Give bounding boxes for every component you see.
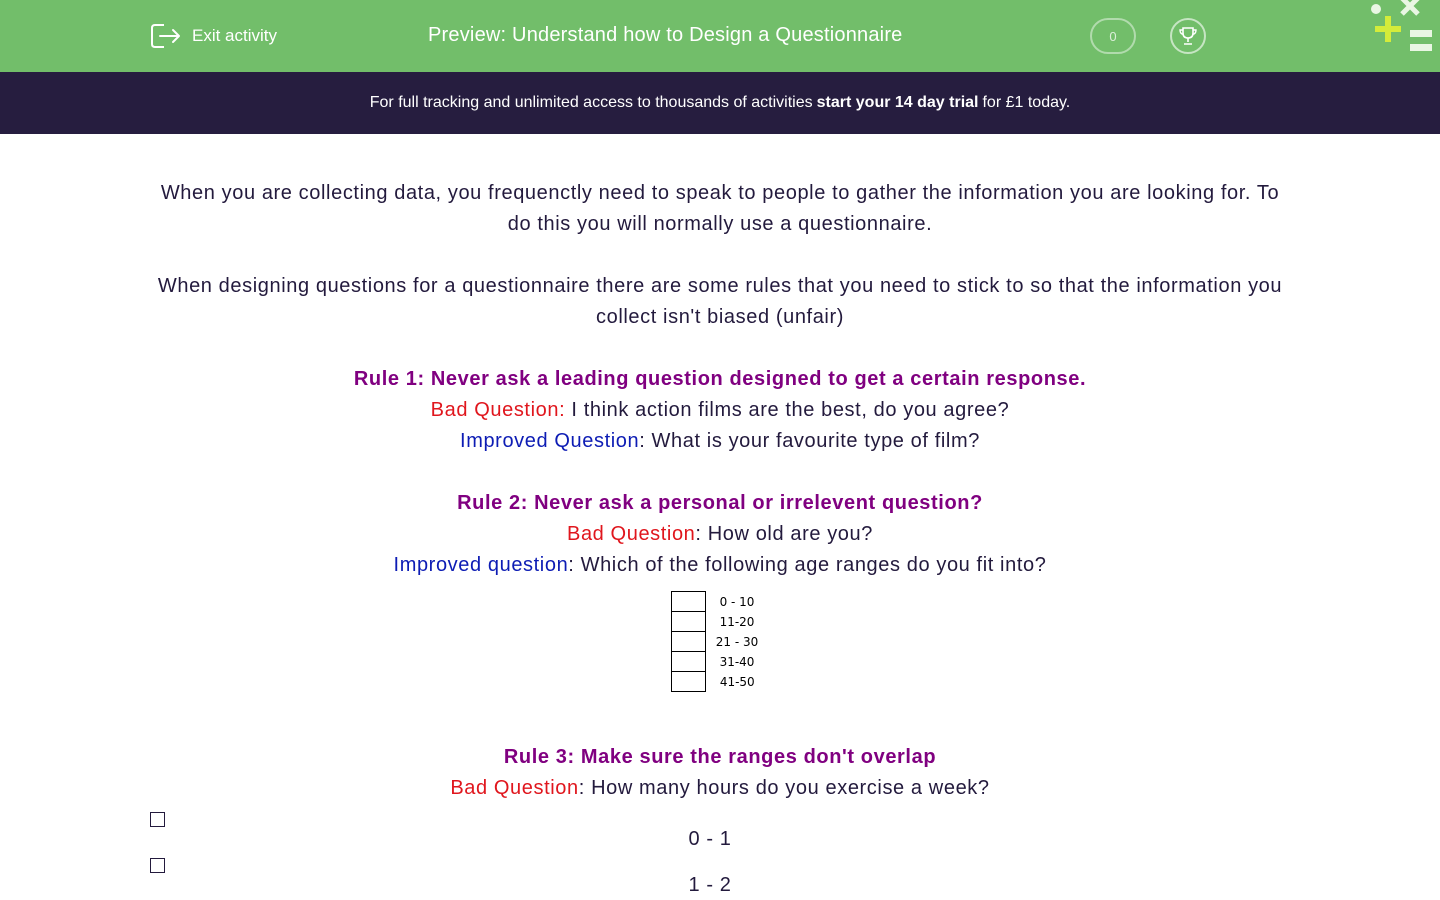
intro-paragraph-2: When designing questions for a questionnaire there are some rules that you need to stick to so that the information you collect isn't biased (unfair) — [157, 275, 1283, 328]
exit-activity-label: Exit activity — [192, 26, 278, 45]
age-range-row — [671, 652, 769, 672]
age-range-label: 41-50 — [719, 674, 755, 689]
exit-icon — [150, 22, 182, 50]
trophy-button[interactable] — [1170, 18, 1206, 54]
age-range-label: 0 - 10 — [719, 594, 755, 609]
rule-1-bad-question — [150, 395, 1290, 426]
improved-question-label: Improved question — [393, 554, 569, 576]
rule-2-improved-question — [150, 550, 1290, 581]
exercise-option — [150, 850, 1290, 896]
exercise-option-label: 1 - 2 — [688, 874, 732, 896]
age-range-checkbox — [671, 672, 705, 692]
age-range-label: 11-20 — [719, 614, 755, 629]
rule-3-bad-question — [150, 773, 1290, 804]
rule-2-title: Rule 2: Never ask a personal or irrelevent question? — [457, 492, 983, 514]
age-range-row — [671, 632, 769, 652]
exercise-option — [150, 804, 1290, 850]
exercise-option-label: 0 - 1 — [688, 828, 732, 850]
banner-prefix: For full tracking and unlimited access to thousands of activities — [369, 94, 813, 111]
lesson-content — [150, 178, 1290, 900]
page-title: Preview: Understand how to Design a Questionnaire — [428, 24, 903, 46]
exit-activity-button[interactable] — [150, 22, 277, 50]
rule-1-title: Rule 1: Never ask a leading question designed to get a certain response. — [353, 368, 1087, 390]
exercise-option — [150, 896, 1290, 900]
banner-suffix: for £1 today. — [982, 94, 1071, 111]
bad-question-text: : How many hours do you exercise a week? — [578, 777, 990, 799]
age-range-checkbox — [671, 592, 705, 612]
age-range-row — [671, 612, 769, 632]
rule-3-section — [150, 742, 1290, 900]
bad-question-label: Bad Question: — [430, 399, 566, 421]
brand-logo-icon — [1366, 0, 1440, 60]
score-counter: 0 — [1090, 18, 1136, 54]
age-range-checkbox — [671, 652, 705, 672]
rule-2-bad-question — [150, 519, 1290, 550]
age-range-row — [671, 672, 769, 692]
improved-question-label: Improved Question — [460, 430, 640, 452]
age-range-label: 31-40 — [719, 654, 755, 669]
bad-question-text: I think action films are the best, do you agree? — [565, 399, 1010, 421]
bad-question-text: : How old are you? — [695, 523, 873, 545]
rule-1-improved-question — [150, 426, 1290, 457]
rule-1-section — [150, 364, 1290, 457]
trial-link[interactable]: start your 14 day trial — [816, 94, 979, 111]
trophy-icon — [1177, 25, 1199, 47]
improved-question-text: : What is your favourite type of film? — [639, 430, 980, 452]
rule-2-section — [150, 488, 1290, 692]
age-range-table — [671, 591, 770, 692]
age-range-checkbox — [671, 632, 705, 652]
age-range-label: 21 - 30 — [715, 634, 759, 649]
age-range-row — [671, 592, 769, 612]
intro-paragraph-1: When you are collecting data, you frequenctly need to speak to people to gather the information you are looking for. To do this you will normally use a questionnaire. — [160, 182, 1280, 235]
bad-question-label: Bad Question — [450, 777, 579, 799]
rule-3-title: Rule 3: Make sure the ranges don't overlap — [503, 746, 937, 768]
improved-question-text: : Which of the following age ranges do you fit into? — [568, 554, 1047, 576]
top-bar — [0, 0, 1440, 72]
trial-banner — [0, 72, 1440, 134]
bad-question-label: Bad Question — [567, 523, 696, 545]
age-range-checkbox — [671, 612, 705, 632]
